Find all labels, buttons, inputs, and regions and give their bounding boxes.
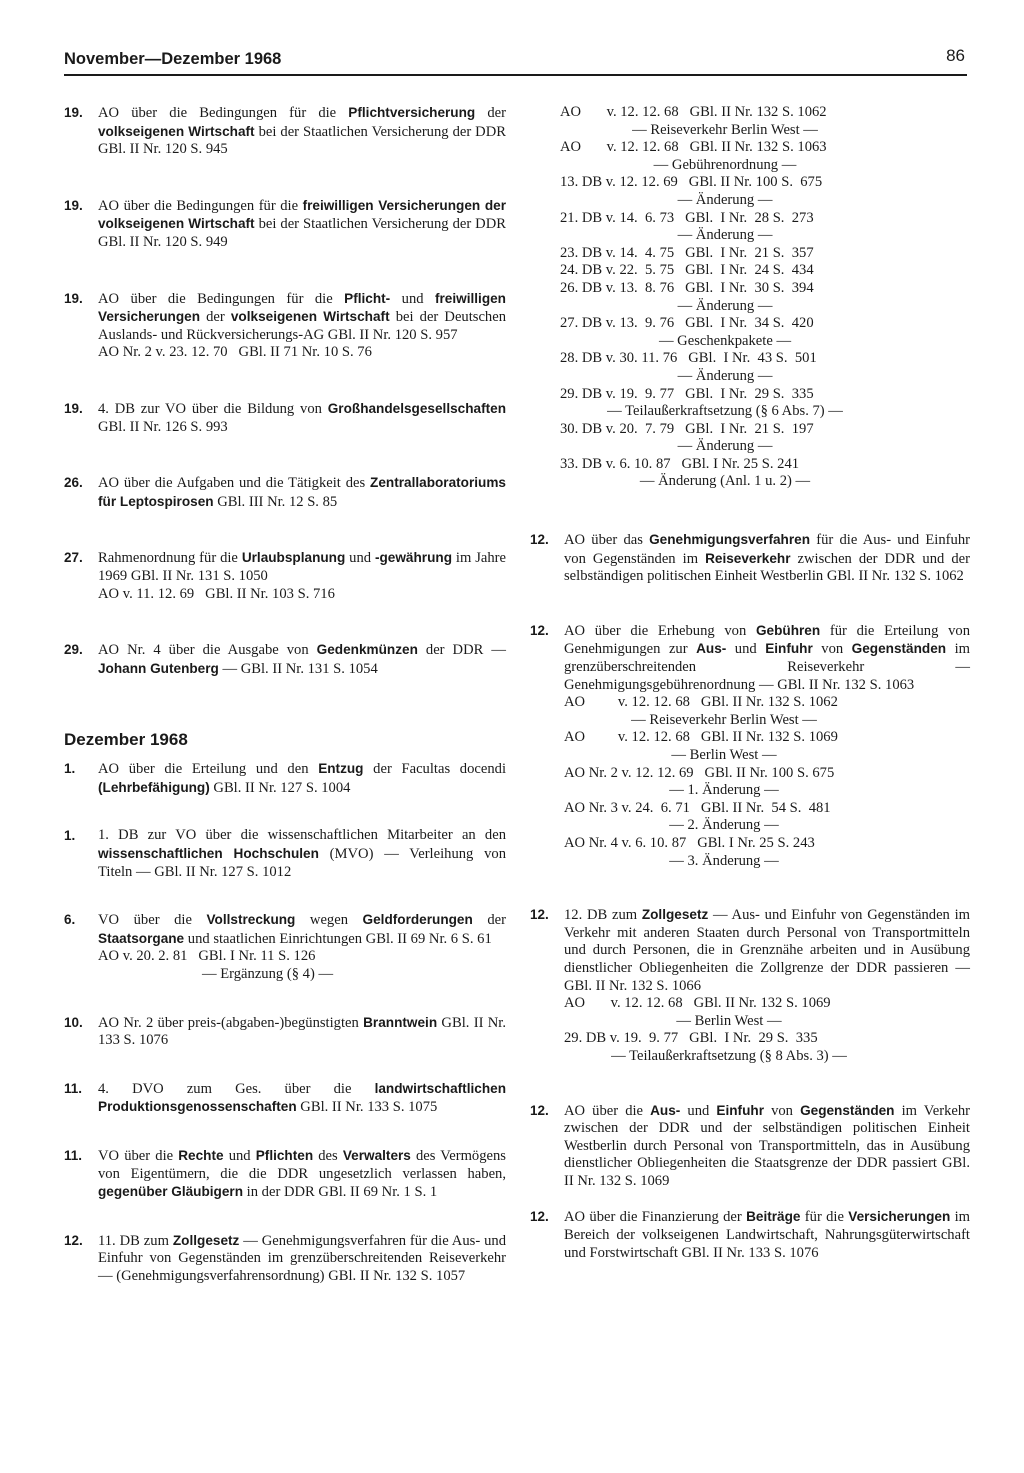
amendment-note: — 3. Änderung —	[669, 852, 779, 869]
amendment-ref: 24. DB v. 22. 5. 75 GBl. I Nr. 24 S. 434	[560, 262, 814, 279]
amendment-note: — Geschenkpakete —	[658, 332, 792, 349]
entry-text: 12. DB zum Zollgesetz — Aus- und Einfuhr von Gegenständen im Verkehr mit anderen Staaten durch Personal von Transportmitteln und durch Personen, die in Grenznähe arbeiten und in Ausübung dienstlicher Obliegenheiten die Zollgrenze der DDR passieren — GBl. II Nr. 132 S. 1066	[564, 907, 970, 994]
amendment-ref: 27. DB v. 13. 9. 76 GBl. I Nr. 34 S. 420	[560, 315, 814, 332]
entry-date: 29.	[64, 642, 83, 658]
entry-date: 19.	[64, 400, 83, 416]
amendment-note: — Änderung —	[677, 191, 773, 208]
entry-date: 12.	[530, 532, 549, 548]
amendment-ref: AO v. 12. 12. 68 GBl. II Nr. 132 S. 1062	[564, 694, 838, 711]
list-item	[64, 641, 506, 678]
entry-date: 1.	[64, 828, 76, 844]
amendment-note: — Teilaußerkraftsetzung (§ 6 Abs. 7) —	[607, 403, 843, 420]
entry-text: AO über die Aufgaben und die Tätigkeit des Zentrallaboratoriums für Leptospirosen GBl. III Nr. 12 S. 85	[98, 475, 506, 510]
amendment-note: — Teilaußerkraftsetzung (§ 8 Abs. 3) —	[611, 1047, 847, 1064]
entry-date: 1.	[64, 761, 76, 777]
entry-text: 11. DB zum Zollgesetz — Genehmigungsverfahren für die Aus- und Einfuhr von Gegenständen im grenzüberschreitenden Reiseverkehr — (Genehmigungsverfahrensordnung) GBl. II Nr. 132 S. 1057	[98, 1232, 506, 1284]
amendment-ref: AO v. 11. 12. 69 GBl. II Nr. 103 S. 716	[98, 585, 335, 602]
amendment-ref: 29. DB v. 19. 9. 77 GBl. I Nr. 29 S. 335	[564, 1030, 818, 1047]
amendment-note: — Änderung (Anl. 1 u. 2) —	[639, 473, 811, 490]
reference-list	[530, 104, 890, 491]
list-item	[64, 911, 506, 983]
amendment-note: — Gebührenordnung —	[653, 156, 797, 173]
entry-date: 27.	[64, 550, 83, 566]
entry-text: AO Nr. 4 über die Ausgabe von Gedenkmünzen der DDR — Johann Gutenberg — GBl. II Nr. 131 S. 1054	[98, 642, 506, 677]
entry-date: 12.	[530, 1209, 549, 1225]
entry-date: 12.	[530, 907, 549, 923]
entry-date: 26.	[64, 475, 83, 491]
entry-text: AO über die Erhebung von Gebühren für die Erteilung von Genehmigungen zur Aus- und Einfuhr von Gegenständen im grenzüberschreitenden Reiseverkehr — Genehmigungsgebührenordnung — GBl. II Nr. 132 S. 1063	[564, 622, 970, 693]
list-item	[64, 1147, 506, 1202]
amendment-ref: 23. DB v. 14. 4. 75 GBl. I Nr. 21 S. 357	[560, 244, 814, 261]
header-title: November—Dezember 1968	[64, 50, 282, 68]
list-item	[530, 531, 970, 586]
amendment-ref: 33. DB v. 6. 10. 87 GBl. I Nr. 25 S. 241	[560, 455, 800, 472]
amendment-ref: AO Nr. 2 v. 23. 12. 70 GBl. II 71 Nr. 10 S. 76	[98, 344, 372, 361]
entry-text: Rahmenordnung für die Urlaubsplanung und -gewährung im Jahre 1969 GBl. II Nr. 131 S. 1050	[98, 550, 506, 584]
amendment-note: — Ergänzung (§ 4) —	[202, 966, 334, 983]
list-item	[64, 1080, 506, 1117]
amendment-note: — Reiseverkehr Berlin West —	[632, 121, 818, 138]
amendment-note: — Änderung —	[677, 367, 773, 384]
entry-text: 4. DB zur VO über die Bildung von Großhandelsgesellschaften GBl. II Nr. 126 S. 993	[98, 400, 506, 435]
entry-text: AO über die Aus- und Einfuhr von Gegenständen im Verkehr zwischen der DDR und der selbständigen politischen Einheit Westberlin durch Personal von Transportmitteln, das in Ausübung dienstlicher Obliegenheiten die Staatsgrenze der DDR passiert GBl. II Nr. 132 S. 1069	[564, 1102, 970, 1189]
amendment-note: — Änderung —	[677, 438, 773, 455]
amendment-ref: AO v. 12. 12. 68 GBl. II Nr. 132 S. 1069	[564, 729, 838, 746]
list-item	[64, 197, 506, 252]
list-item	[530, 906, 970, 1065]
list-item	[64, 549, 506, 603]
amendment-note: — Änderung —	[677, 297, 773, 314]
amendment-note: — Änderung —	[677, 227, 773, 244]
list-item	[530, 1208, 970, 1262]
entry-text: AO über das Genehmigungsverfahren für die Aus- und Einfuhr von Gegenständen im Reiseverkehr zwischen der DDR und der selbständigen politischen Einheit Westberlin GBl. II Nr. 132 S. 1062	[564, 532, 970, 585]
list-item	[530, 622, 970, 870]
amendment-ref: AO v. 12. 12. 68 GBl. II Nr. 132 S. 1062	[560, 104, 827, 120]
amendment-note: — 1. Änderung —	[669, 782, 779, 799]
amendment-ref: 21. DB v. 14. 6. 73 GBl. I Nr. 28 S. 273	[560, 209, 814, 226]
entry-date: 12.	[530, 622, 549, 638]
section-heading: Dezember 1968	[64, 730, 188, 750]
entry-date: 10.	[64, 1014, 83, 1030]
entry-date: 12.	[530, 1102, 549, 1118]
list-item	[64, 474, 506, 511]
entry-text: 1. DB zur VO über die wissenschaftlichen Mitarbeiter an den wissenschaftlichen Hochschulen (MVO) — Verleihung von Titeln — GBl. II Nr. 127 S. 1012	[98, 827, 506, 880]
entry-date: 12.	[64, 1232, 83, 1248]
entry-date: 11.	[64, 1080, 83, 1096]
list-item	[64, 400, 506, 436]
entry-text: AO über die Finanzierung der Beiträge für die Versicherungen im Bereich der volkseigenen Landwirtschaft, Nahrungsgüterwirtschaft und Forstwirtschaft GBl. II Nr. 133 S. 1076	[564, 1209, 970, 1261]
amendment-ref: AO Nr. 3 v. 24. 6. 71 GBl. II Nr. 54 S. 481	[564, 799, 831, 816]
list-item	[64, 827, 506, 881]
entry-date: 19.	[64, 290, 83, 306]
list-item	[64, 1014, 506, 1050]
reference-list	[564, 995, 894, 1065]
entry-date: 19.	[64, 105, 83, 120]
list-item	[64, 1232, 506, 1286]
entry-text: VO über die Rechte und Pflichten des Verwalters des Vermögens von Eigentümern, die die DDR ungesetzlich verlassen haben, gegenüber Gläubigern in der DDR GBl. II 69 Nr. 1 S. 1	[98, 1148, 506, 1201]
amendment-ref: 30. DB v. 20. 7. 79 GBl. I Nr. 21 S. 197	[560, 420, 814, 437]
right-column	[530, 104, 970, 1262]
amendment-note: — Reiseverkehr Berlin West —	[631, 711, 817, 728]
list-item	[64, 760, 506, 797]
list-item	[64, 290, 506, 362]
entry-date: 19.	[64, 197, 83, 213]
amendment-ref: AO Nr. 2 v. 12. 12. 69 GBl. II Nr. 100 S. 675	[564, 764, 835, 781]
list-item	[64, 104, 506, 159]
amendment-ref: 26. DB v. 13. 8. 76 GBl. I Nr. 30 S. 394	[560, 279, 814, 296]
amendment-note: — 2. Änderung —	[669, 817, 779, 834]
amendment-ref: AO v. 20. 2. 81 GBl. I Nr. 11 S. 126	[98, 948, 316, 965]
reference-list	[564, 694, 884, 870]
amendment-ref: AO v. 12. 12. 68 GBl. II Nr. 132 S. 1063	[560, 139, 827, 156]
entry-date: 6.	[64, 912, 76, 928]
entry-text: AO Nr. 2 über preis-(abgaben-)begünstigten Branntwein GBl. II Nr. 133 S. 1076	[98, 1014, 506, 1049]
list-item	[530, 1102, 970, 1191]
left-column	[64, 104, 506, 1286]
entry-text: AO über die Bedingungen für die Pflichtversicherung der volkseigenen Wirtschaft bei der Staatlichen Versicherung der DDR GBl. II Nr. 120 S. 945	[98, 105, 506, 158]
entry-text: AO über die Bedingungen für die Pflicht- und freiwilligen Versicherungen der volkseigenen Wirtschaft bei der Deutschen Auslands- und Rückversicherungs-AG GBl. II Nr. 120 S. 957	[98, 290, 506, 343]
page-header	[64, 46, 967, 76]
amendment-ref: 13. DB v. 12. 12. 69 GBl. II Nr. 100 S. 675	[560, 174, 823, 191]
amendment-ref: 29. DB v. 19. 9. 77 GBl. I Nr. 29 S. 335	[560, 385, 814, 402]
amendment-ref: 28. DB v. 30. 11. 76 GBl. I Nr. 43 S. 501	[560, 350, 817, 367]
entry-text: VO über die Vollstreckung wegen Geldforderungen der Staatsorgane und staatlichen Einrichtungen GBl. II 69 Nr. 6 S. 61	[98, 912, 506, 947]
entry-date: 11.	[64, 1148, 83, 1163]
amendment-note: — Berlin West —	[676, 1012, 782, 1029]
page-number: 86	[946, 46, 965, 65]
amendment-ref: AO v. 12. 12. 68 GBl. II Nr. 132 S. 1069	[564, 995, 831, 1012]
entry-text: 4. DVO zum Ges. über die landwirtschaftlichen Produktionsgenossenschaften GBl. II Nr. 133 S. 1075	[98, 1080, 506, 1116]
entry-text: AO über die Erteilung und den Entzug der Facultas docendi (Lehrbefähigung) GBl. II Nr. 127 S. 1004	[98, 761, 506, 796]
entry-text: AO über die Bedingungen für die freiwilligen Versicherungen der volkseigenen Wirtschaft bei der Staatlichen Versicherung der DDR GBl. II Nr. 120 S. 949	[98, 197, 507, 250]
amendment-ref: AO Nr. 4 v. 6. 10. 87 GBl. I Nr. 25 S. 243	[564, 834, 815, 851]
amendment-note: — Berlin West —	[671, 747, 777, 763]
